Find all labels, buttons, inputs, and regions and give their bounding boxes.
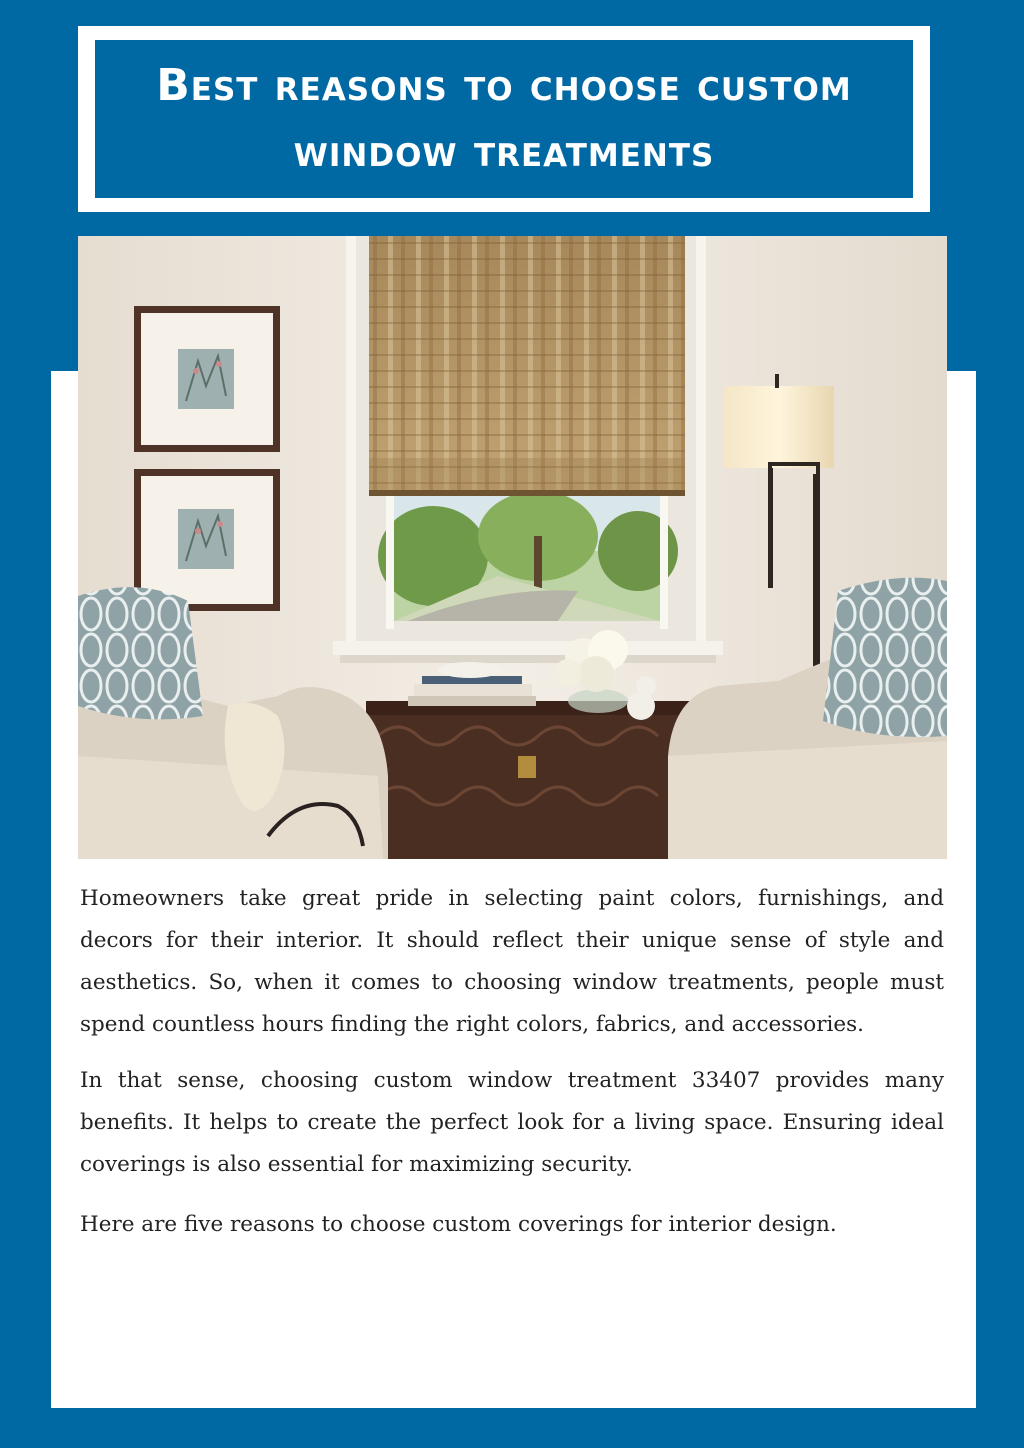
page-title-line-2: window treatments <box>293 126 715 177</box>
intro-paragraph: Homeowners take great pride in selecting paint colors, furnishings, and decors for their interior. It should reflect their unique sense of style and aesthetics. So, when it comes to choosing window treatments, people must spend countless hours finding the right colors, fabrics, and accessories. <box>80 886 944 1037</box>
benefits-paragraph: In that sense, choosing custom window treatment 33407 provides many benefits. It helps to create the perfect look for a living space. Ensuring ideal coverings is also essential for maximizing security. <box>80 1068 944 1177</box>
reasons-intro-paragraph: Here are five reasons to choose custom coverings for interior design. <box>80 1212 837 1237</box>
living-room-photo <box>78 236 947 859</box>
title-box <box>95 40 913 198</box>
page-title-line-1: Best reasons to choose custom <box>156 60 852 111</box>
body-text <box>80 878 944 1246</box>
title-banner <box>78 26 930 212</box>
